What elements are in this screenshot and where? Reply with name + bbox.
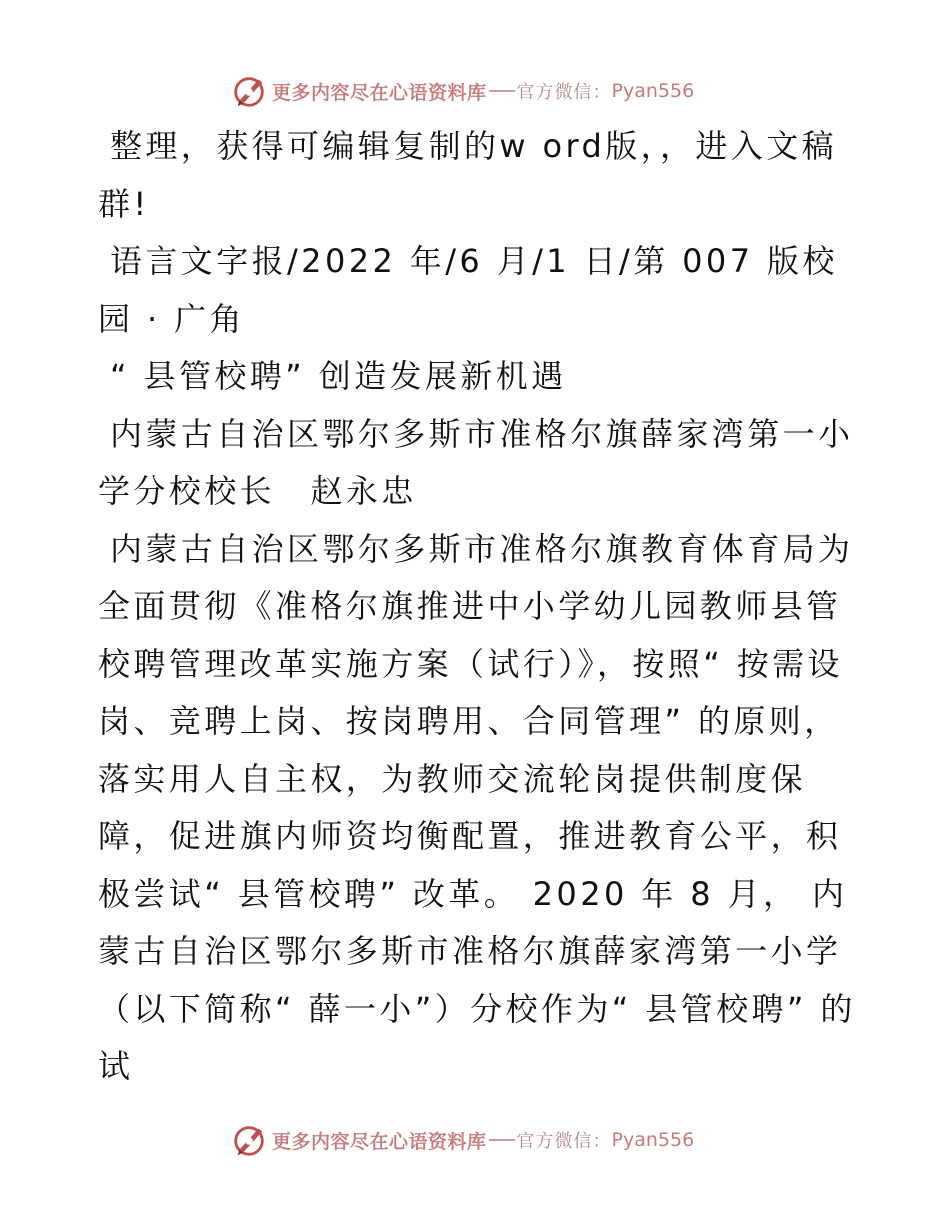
- watermark-site-text: 更多内容尽在心语资料库: [272, 1130, 487, 1153]
- intro-paragraph: 整理，获得可编辑复制的w ord版，，进入文稿群!: [98, 127, 838, 223]
- author-line: 内蒙古自治区鄂尔多斯市准格尔旗薛家湾第一小学分校校长 赵永忠: [98, 414, 854, 510]
- footer-watermark: [230, 1118, 694, 1162]
- watermark-wechat-id: Pyan556: [611, 80, 695, 102]
- pen-logo-icon: [230, 1121, 268, 1159]
- watermark-wechat-id: Pyan556: [611, 1129, 695, 1151]
- pen-logo-icon: [230, 72, 268, 110]
- watermark-site-text: 更多内容尽在心语资料库: [272, 81, 487, 104]
- article-content: [98, 118, 858, 1096]
- body-paragraph: 内蒙古自治区鄂尔多斯市准格尔旗教育体育局为全面贯彻《准格尔旗推进中小学幼儿园教师县管校聘管理改革实施方案（试行）》，按照“ 按需设岗、竞聘上岗、按岗聘用、合同管理” 的原则，落实用人自主权，为教师交流轮岗提供制度保障，促进旗内师资均衡配置，推进教育公平，积极尝试“ 县管校聘” 改革。 2020 年 8 月， 内蒙古自治区鄂尔多斯市准格尔旗薛家湾第一小学 （以下简称“ 薛一小”）分校作为“ 县管校聘” 的试: [98, 529, 856, 1085]
- watermark-wechat-label: 官方微信：: [516, 82, 612, 103]
- watermark-dash: [489, 90, 515, 92]
- article-title: “ 县管校聘” 创造发展新机遇: [110, 357, 567, 395]
- watermark-wechat-label: 官方微信：: [516, 1131, 612, 1152]
- header-watermark: [230, 69, 694, 113]
- watermark-dash: [489, 1139, 515, 1141]
- source-line: 语言文字报/2022 年/6 月/1 日/第 007 版校园 · 广角: [98, 242, 838, 338]
